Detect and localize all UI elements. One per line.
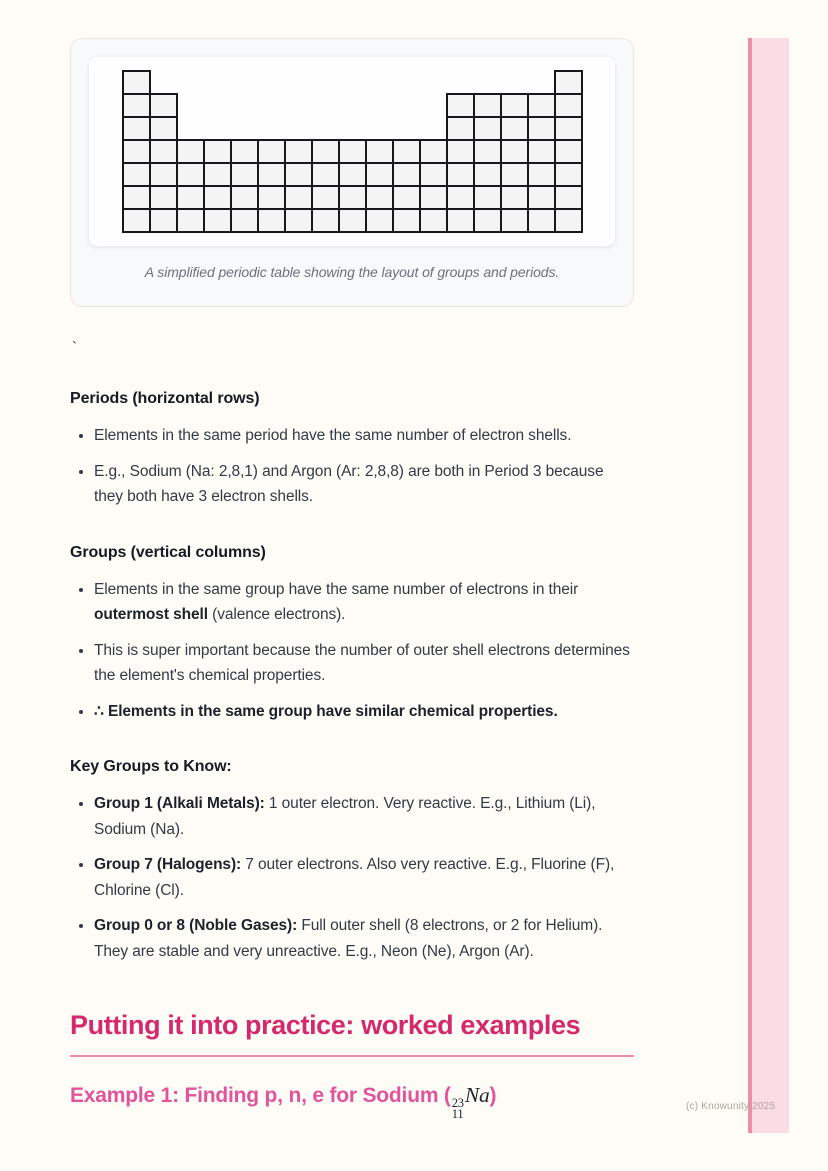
element-cell bbox=[555, 117, 582, 140]
element-cell bbox=[474, 117, 501, 140]
element-cell bbox=[420, 209, 447, 232]
bullet-text-bold: ∴ Elements in the same group have similar chemical properties. bbox=[94, 702, 558, 720]
element-cell bbox=[123, 94, 150, 117]
page-edge-decoration bbox=[748, 38, 789, 1133]
element-cell bbox=[123, 71, 150, 94]
empty-cell bbox=[177, 117, 204, 140]
element-cell bbox=[231, 209, 258, 232]
element-cell bbox=[474, 140, 501, 163]
empty-cell bbox=[258, 71, 285, 94]
empty-cell bbox=[177, 71, 204, 94]
empty-cell bbox=[366, 94, 393, 117]
element-cell bbox=[447, 209, 474, 232]
empty-cell bbox=[366, 117, 393, 140]
empty-cell bbox=[501, 71, 528, 94]
empty-cell bbox=[528, 71, 555, 94]
element-cell bbox=[150, 140, 177, 163]
periodic-table bbox=[122, 70, 583, 233]
bullet-item bbox=[94, 577, 634, 628]
bullet-text: This is super important because the number of outer shell electrons determines the element's chemical properties. bbox=[94, 641, 630, 684]
bullet-text-bold: outermost shell bbox=[94, 606, 208, 623]
section-heading: Key Groups to Know: bbox=[70, 758, 232, 775]
element-cell bbox=[555, 163, 582, 186]
element-cell bbox=[204, 186, 231, 209]
empty-cell bbox=[231, 71, 258, 94]
bullet-item bbox=[94, 913, 634, 964]
element-cell bbox=[258, 209, 285, 232]
period-row bbox=[123, 117, 582, 140]
element-cell bbox=[231, 163, 258, 186]
element-cell bbox=[501, 186, 528, 209]
bullet-item bbox=[94, 423, 634, 449]
bullet-text-bold: Group 7 (Halogens): bbox=[94, 856, 242, 873]
element-cell bbox=[366, 209, 393, 232]
empty-cell bbox=[312, 94, 339, 117]
element-cell bbox=[231, 140, 258, 163]
empty-cell bbox=[204, 94, 231, 117]
bullet-item bbox=[94, 699, 634, 725]
element-cell bbox=[393, 209, 420, 232]
empty-cell bbox=[366, 71, 393, 94]
empty-cell bbox=[312, 71, 339, 94]
element-cell bbox=[285, 186, 312, 209]
empty-cell bbox=[339, 71, 366, 94]
element-cell bbox=[420, 186, 447, 209]
empty-cell bbox=[204, 71, 231, 94]
empty-cell bbox=[420, 117, 447, 140]
element-cell bbox=[339, 163, 366, 186]
element-cell bbox=[339, 209, 366, 232]
bullet-text: (valence electrons). bbox=[207, 606, 346, 623]
empty-cell bbox=[312, 117, 339, 140]
section-heading: Periods (horizontal rows) bbox=[70, 390, 260, 407]
element-cell bbox=[447, 186, 474, 209]
empty-cell bbox=[285, 94, 312, 117]
bullet-list bbox=[70, 423, 634, 510]
period-row bbox=[123, 209, 582, 232]
element-cell bbox=[231, 186, 258, 209]
empty-cell bbox=[393, 71, 420, 94]
element-cell bbox=[285, 209, 312, 232]
element-cell bbox=[420, 163, 447, 186]
periodic-table-panel bbox=[89, 57, 615, 246]
bullet-text-bold: Group 0 or 8 (Noble Gases): bbox=[94, 917, 298, 934]
element-cell bbox=[123, 163, 150, 186]
element-cell bbox=[177, 209, 204, 232]
element-cell bbox=[474, 186, 501, 209]
element-cell bbox=[258, 140, 285, 163]
element-cell bbox=[474, 209, 501, 232]
bullet-item bbox=[94, 459, 634, 510]
empty-cell bbox=[285, 117, 312, 140]
document-content bbox=[70, 0, 634, 1120]
nuclide-scripts bbox=[452, 1098, 464, 1120]
element-cell bbox=[528, 117, 555, 140]
element-cell bbox=[123, 209, 150, 232]
element-cell bbox=[150, 117, 177, 140]
bullet-list bbox=[70, 791, 634, 964]
element-cell bbox=[312, 163, 339, 186]
example-heading-text: Example 1: Finding p, n, e for Sodium ( bbox=[70, 1084, 451, 1107]
nuclide-notation bbox=[451, 1083, 490, 1121]
element-cell bbox=[150, 209, 177, 232]
period-row bbox=[123, 94, 582, 117]
element-cell bbox=[501, 209, 528, 232]
empty-cell bbox=[231, 94, 258, 117]
section-heading: Groups (vertical columns) bbox=[70, 543, 266, 561]
element-cell bbox=[447, 94, 474, 117]
element-cell bbox=[501, 163, 528, 186]
bullet-text-bold: Group 1 (Alkali Metals): bbox=[94, 795, 265, 812]
empty-cell bbox=[204, 117, 231, 140]
element-cell bbox=[528, 209, 555, 232]
bullet-text: Full outer shell (8 electrons, or 2 for Helium). They are stable and very unreactive. E.g., Neon (Ne), Argon (Ar). bbox=[94, 917, 603, 960]
element-cell bbox=[447, 163, 474, 186]
bullet-text: E.g., Sodium (Na: 2,8,1) and Argon (Ar: 2,8,8) are both in Period 3 because they both have 3 electron shells. bbox=[94, 462, 604, 505]
element-cell bbox=[528, 186, 555, 209]
bullet-text: 7 outer electrons. Also very reactive. E.g., Fluorine (F), Chlorine (Cl). bbox=[94, 856, 615, 899]
element-cell bbox=[312, 140, 339, 163]
element-cell bbox=[204, 163, 231, 186]
element-cell bbox=[366, 140, 393, 163]
element-cell bbox=[285, 163, 312, 186]
element-cell bbox=[528, 94, 555, 117]
empty-cell bbox=[150, 71, 177, 94]
element-cell bbox=[366, 186, 393, 209]
empty-cell bbox=[231, 117, 258, 140]
element-cell bbox=[123, 186, 150, 209]
element-cell bbox=[123, 140, 150, 163]
element-cell bbox=[123, 117, 150, 140]
atomic-number: 11 bbox=[451, 1107, 464, 1121]
element-cell bbox=[258, 163, 285, 186]
empty-cell bbox=[447, 71, 474, 94]
element-cell bbox=[204, 209, 231, 232]
mass-number: 23 bbox=[451, 1096, 464, 1110]
bullet-item bbox=[94, 791, 634, 842]
empty-cell bbox=[339, 117, 366, 140]
element-cell bbox=[312, 209, 339, 232]
element-cell bbox=[177, 186, 204, 209]
stray-backtick: ` bbox=[72, 339, 77, 356]
element-cell bbox=[258, 186, 285, 209]
element-cell bbox=[150, 94, 177, 117]
element-cell bbox=[447, 117, 474, 140]
periodic-table-figure-card bbox=[70, 38, 634, 307]
empty-cell bbox=[285, 71, 312, 94]
figure-caption: A simplified periodic table showing the layout of groups and periods. bbox=[144, 264, 560, 280]
bullet-item bbox=[94, 638, 634, 689]
element-cell bbox=[528, 140, 555, 163]
empty-cell bbox=[393, 94, 420, 117]
element-cell bbox=[555, 209, 582, 232]
element-cell bbox=[420, 140, 447, 163]
element-cell bbox=[177, 163, 204, 186]
bullet-text: Elements in the same group have the same number of electrons in their bbox=[94, 580, 579, 598]
empty-cell bbox=[420, 94, 447, 117]
element-cell bbox=[555, 140, 582, 163]
period-row bbox=[123, 186, 582, 209]
empty-cell bbox=[258, 117, 285, 140]
element-cell bbox=[501, 94, 528, 117]
element-cell bbox=[474, 163, 501, 186]
element-cell bbox=[528, 163, 555, 186]
element-cell bbox=[312, 186, 339, 209]
element-symbol: Na bbox=[464, 1083, 490, 1107]
element-cell bbox=[177, 140, 204, 163]
element-cell bbox=[204, 140, 231, 163]
element-cell bbox=[150, 163, 177, 186]
empty-cell bbox=[258, 94, 285, 117]
bullet-text: 1 outer electron. Very reactive. E.g., Lithium (Li), Sodium (Na). bbox=[94, 795, 596, 838]
empty-cell bbox=[339, 94, 366, 117]
period-row bbox=[123, 71, 582, 94]
example-heading bbox=[70, 1083, 634, 1120]
element-cell bbox=[501, 140, 528, 163]
sections bbox=[70, 390, 634, 964]
element-cell bbox=[555, 71, 582, 94]
element-cell bbox=[393, 186, 420, 209]
empty-cell bbox=[420, 71, 447, 94]
empty-cell bbox=[474, 71, 501, 94]
element-cell bbox=[339, 140, 366, 163]
watermark: (c) Knowunity 2025 bbox=[686, 1101, 776, 1112]
example-heading-close-paren: ) bbox=[489, 1084, 497, 1107]
element-cell bbox=[555, 186, 582, 209]
empty-cell bbox=[177, 94, 204, 117]
element-cell bbox=[285, 140, 312, 163]
bullet-text: Elements in the same period have the same number of electron shells. bbox=[94, 427, 572, 444]
main-heading: Putting it into practice: worked examples bbox=[70, 1010, 634, 1057]
element-cell bbox=[393, 140, 420, 163]
element-cell bbox=[501, 117, 528, 140]
period-row bbox=[123, 140, 582, 163]
element-cell bbox=[150, 186, 177, 209]
element-cell bbox=[555, 94, 582, 117]
element-cell bbox=[474, 94, 501, 117]
bullet-item bbox=[94, 852, 634, 903]
element-cell bbox=[393, 163, 420, 186]
period-row bbox=[123, 163, 582, 186]
element-cell bbox=[366, 163, 393, 186]
empty-cell bbox=[393, 117, 420, 140]
element-cell bbox=[447, 140, 474, 163]
element-cell bbox=[339, 186, 366, 209]
bullet-list bbox=[70, 577, 634, 725]
